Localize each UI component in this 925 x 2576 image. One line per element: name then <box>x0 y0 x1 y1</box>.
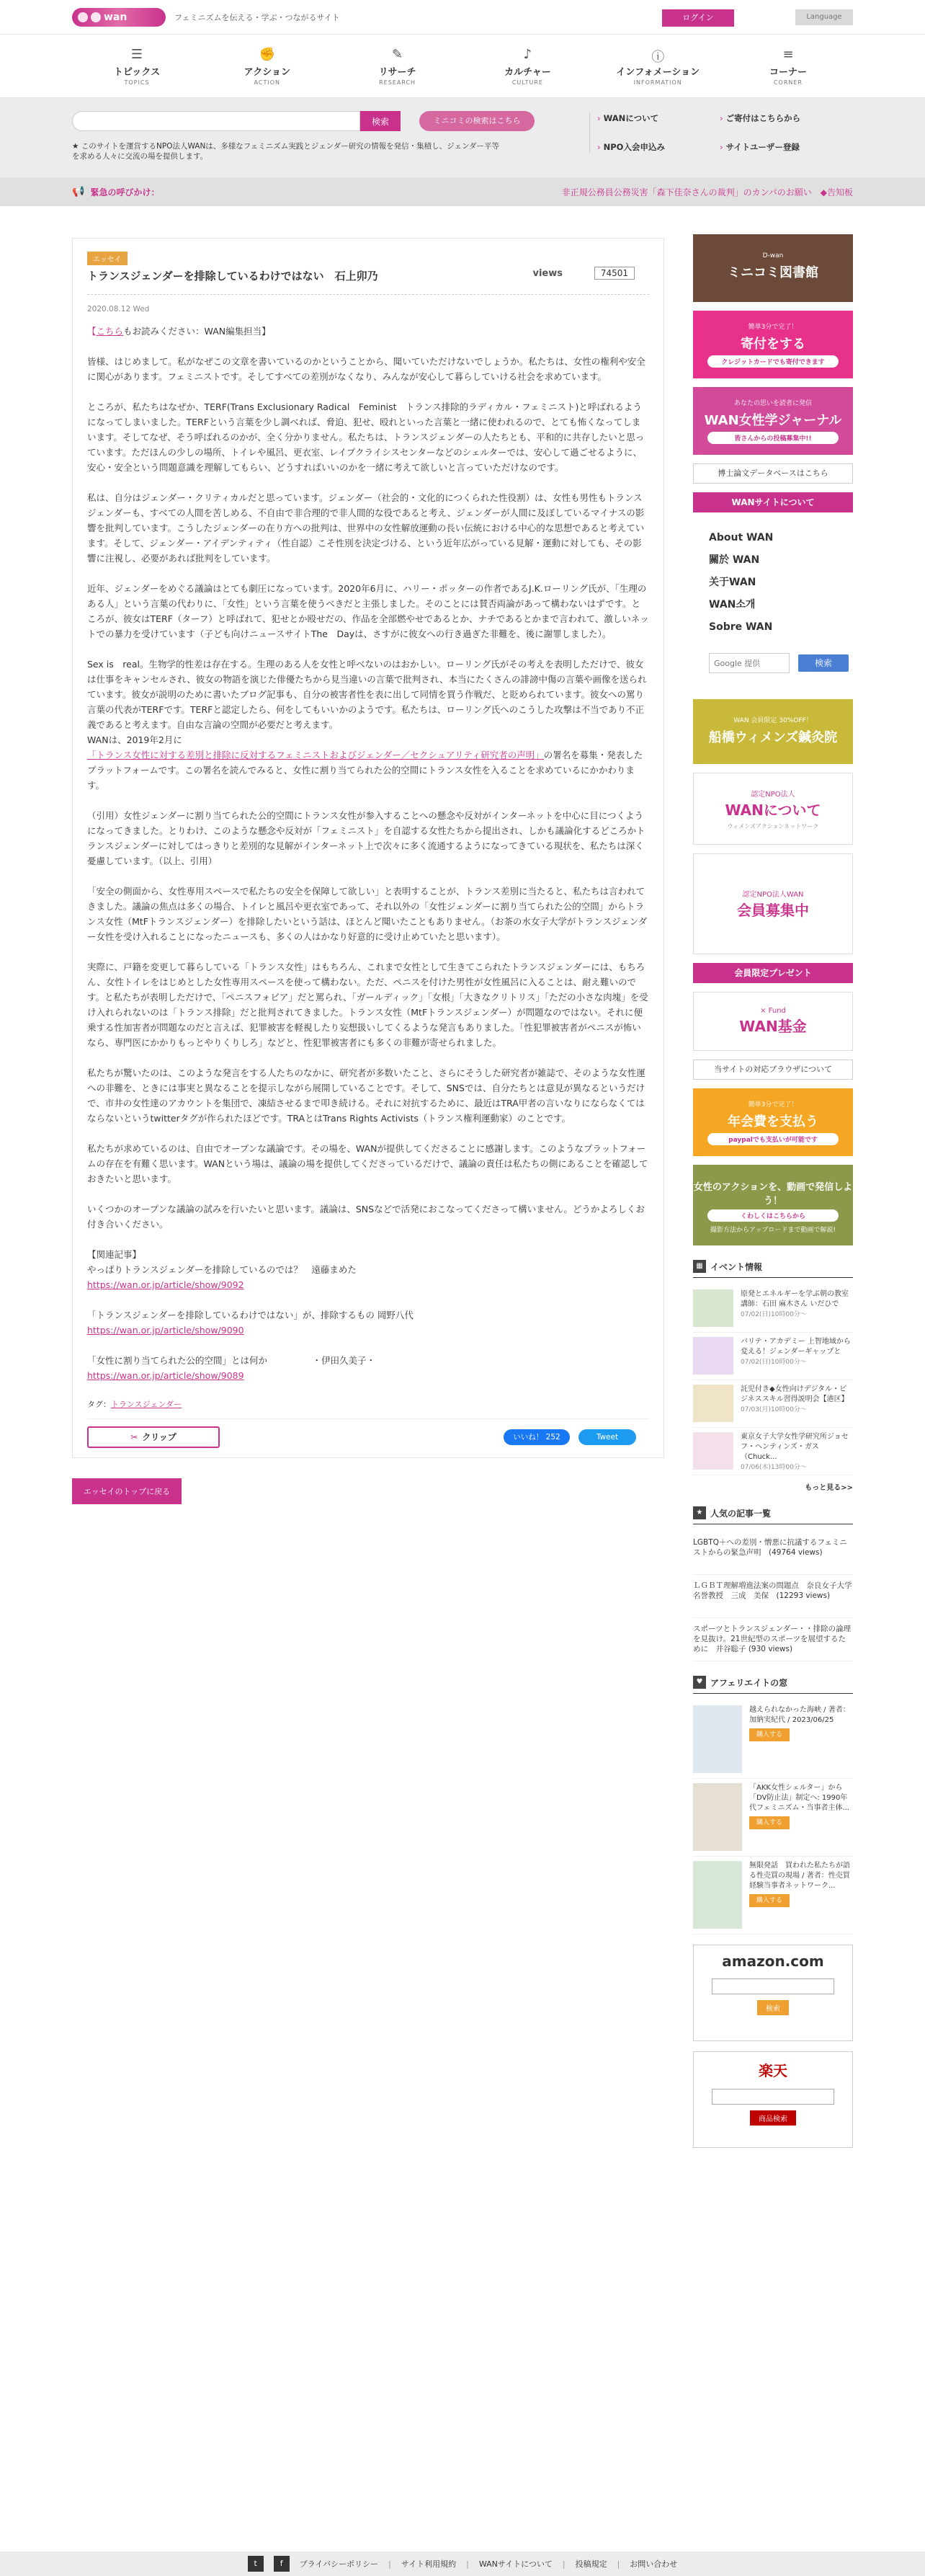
acupuncture-ad[interactable]: WAN 会員限定 30%OFF！ 船橋ウィメンズ鍼灸院 <box>693 699 853 764</box>
event-item[interactable]: 東京女子大学女性学研究所ジョセフ・ヘンティンズ・ガス（Chuck... 07/06(木)13時00分〜 <box>693 1428 853 1475</box>
facebook-like-button[interactable]: いいね！ 252 <box>504 1429 570 1445</box>
member-recruit-card[interactable]: 認定NPO法人WAN 会員募集中 <box>693 853 853 954</box>
nav-label: リサーチ <box>378 66 416 78</box>
topics-icon: ☰ <box>130 46 143 62</box>
book-cover <box>693 1783 742 1851</box>
notice-link[interactable]: 非正規公務員公務災害「森下佳奈さんの裁判」のカンパのお願い ◆告知板 <box>561 187 853 197</box>
login-button[interactable]: ログイン <box>662 9 734 27</box>
footer-link-contact[interactable]: お問い合わせ <box>630 2559 678 2569</box>
link-user-register[interactable]: › サイトユーザー登録 <box>720 142 800 152</box>
npo-about-card[interactable]: 認定NPO法人 WANについて ウィメンズアクションネットワーク <box>693 773 853 845</box>
link-donate[interactable]: › ご寄付はこちらから <box>720 113 801 123</box>
culture-icon: ♪ <box>523 46 532 62</box>
tag-line: タグ：トランスジェンダー <box>87 1400 182 1409</box>
paragraph: Sex is real。生物学的性差は存在する。生理のある人を女性と呼べないのはおかしい。ローリング氏がその考えを表明しただけで、彼女は仕事をキャンセルされ、彼女の物語を演じた俳優たちから見当違いの言葉で批判され、本当にたくさんの誹謗中傷の言葉や画像を送られています。彼女が説明のために書いたブログ記事も、自分の被害者性を表に出して同情を買う作戦だ、と貶められています。彼女への罵り言葉の代表がTERFです。TERFと認定したら、何をしてもいいかのようです。私たちは、ローリング氏へのこうした攻撃は不当であり不正義であると考えます。自由な言論の空間が必要だと考えます。 WANは、2019年2月に 「トランス女性に対する差別と排除に反対するフェミニストおよびジェンダー／セクシュアリティ研究者の声明」の署名を募集・発表したプラットフォームです。この署名を読んでみると、女性に割り当てられた公的空間にトランス女性を入ることを求めているにかかわります。 <box>87 659 647 791</box>
paragraph: いくつかのオープンな議論の試みを行いたいと思います。議論は、SNSなどで活発におこなってくださって構いません。どうかよろしくお付き合いください。 <box>87 1204 645 1230</box>
event-item[interactable]: バリテ・アカデミー 上智地域から変える！ジェンダーギャップと 07/02(日)10時00分〜 <box>693 1333 853 1380</box>
category-badge[interactable]: エッセイ <box>87 252 128 265</box>
chevron-right-icon: › <box>597 142 601 152</box>
views-label: views <box>532 268 563 279</box>
event-thumbnail <box>693 1289 733 1327</box>
thesis-database-link[interactable]: 博士論文データベースはこちら <box>693 463 853 484</box>
google-search-input[interactable] <box>709 653 790 673</box>
buy-button[interactable]: 購入する <box>749 1816 790 1829</box>
lang-link[interactable]: Sobre WAN <box>709 621 773 633</box>
chevron-right-icon: › <box>720 113 723 123</box>
site-tagline: フェミニズムを伝える・学ぶ・つながるサイト <box>174 12 340 22</box>
nav-label: トピックス <box>113 66 161 78</box>
paragraph: 皆様、はじめまして。私がなぜこの文章を書いているのかということから、聞いていただけないでしょうか。私たちは、女性の権利や安全に関心があります。フェミニストです。そしてすべての差別がなくなり、みんなが安心して暮らしていける社会を求めています。 <box>87 356 645 382</box>
quick-links <box>589 112 853 153</box>
nav-sublabel: ACTION <box>254 79 281 86</box>
article-title: トランスジェンダーを排除しているわけではない 石上卯乃 <box>87 270 378 283</box>
popular-article-link[interactable]: LGBTQ＋への差別・憎悪に抗議するフェミニストからの緊急声明 (49764 views) <box>693 1532 853 1575</box>
related-articles: 【関連記事】 やっぱりトランスジェンダーを排除しているのでは？ 遠藤まめた https://wan.or.jp/article/show/9092 「トランスジェンダーを排除しているわけではない」が、排除するもの 岡野八代 https://wan.or.jp/article/show/9090 「女性に割り当てられた公的空間」とは何か ・伊田久美子・ https://wan.or.jp/article/show/9089 <box>87 1249 414 1381</box>
amazon-logo: amazon.com <box>722 1953 824 1970</box>
footer-link-privacy[interactable]: プライバシーポリシー <box>299 2559 379 2569</box>
information-icon: ⓘ <box>651 49 665 65</box>
affiliate-item[interactable]: 無限発話 買われた私たちが語る性売買の現場 / 著者：性売買経験当事者ネットワーク... 購入する <box>693 1857 853 1935</box>
search-button[interactable]: 検索 <box>360 111 401 131</box>
nav-information[interactable] <box>593 47 723 86</box>
donate-banner[interactable]: 簡単3分で完了！ 寄付をする クレジットカードでも寄付できます <box>693 311 853 378</box>
minikomi-search-button[interactable]: ミニコミの検索はこちら <box>419 111 535 131</box>
lang-link[interactable]: 關於 WAN <box>709 554 760 566</box>
main-content <box>72 238 664 1504</box>
footer: t f プライバシーポリシー | サイト利用規約 | WANサイトについて | 投稿規定 | お問い合わせ <box>0 2551 925 2576</box>
sidebar <box>693 234 853 2148</box>
nav-culture[interactable] <box>463 47 592 86</box>
statement-link[interactable]: 「トランス女性に対する差別と排除に反対するフェミニストおよびジェンダー／セクシュアリティ研究者の声明」 <box>87 750 544 760</box>
star-icon: ★ <box>693 1506 706 1519</box>
tweet-button[interactable]: Tweet <box>578 1429 636 1445</box>
nav-sublabel: INFORMATION <box>633 79 682 86</box>
amazon-search-input[interactable] <box>712 1978 834 1994</box>
footer-link-about[interactable]: WANサイトについて <box>478 2559 553 2569</box>
link-about-wan[interactable]: › WANについて <box>597 113 659 123</box>
article-body <box>87 324 649 1383</box>
chevron-right-icon: › <box>597 113 601 123</box>
main-nav <box>0 35 925 98</box>
paragraph: 私は、自分はジェンダー・クリティカルだと思っています。ジェンダー（社会的・文化的につくられた性役割）は、女性も男性もトランスジェンダーも、すべての人間を苦しめる、不自由で非合理的で非人間的な役であると考え、ジェンダーが人間に及ぼしているマイナスの影響を批判しています。こうしたジェンダーの在り方への批判は、世界中の女性解放運動の長い伝統における中心的な思想であると考えています。そして、ジェンダー・アイデンティティ（性自認）こそ性別を決定づける、という近年広がっている見解・運動に対しても、その影響に注視し、必要があれば批判をしています。 <box>87 492 645 564</box>
nav-sublabel: RESEARCH <box>379 79 416 86</box>
action-icon: ✊ <box>259 46 275 62</box>
paragraph: 私たちが驚いたのは、このような発言をする人たちのなかに、研究者が多数いたこと、さらにそうした研究者が雑誌で、そのような女性運への非難を、ときには事実と異なることを提示しながら展開していることです。そして、SNSでは、自分たちとは意見が異なるというだけで、市井の女性達のアカウントを集団で、凍結させるまで叩き続ける。それに対抗するために、最近はTRA甲者の言いなりにならなくてはならないというtwitterタグが作られたほどです。TRAとはTrans Rights Activists（トランス権利運動家）のことです。 <box>87 1067 645 1124</box>
article-date: 2020.08.12 Wed <box>87 305 150 314</box>
language-list <box>693 527 853 639</box>
site-search-input[interactable] <box>72 111 360 131</box>
logo-text: wan <box>104 11 128 23</box>
paragraph: ところが、私たちはなぜか、TERF(Trans Exclusionary Radical Feminist トランス排除的ラディカル・フェミニスト)と呼ばれるようになってしまいました。TERFという言葉を少し調べれば、脅迫、犯せ、殴れといった言葉と一緒に使われるので、とても怖くなってしまいます。そしてなぜ、そう呼ばれるのかが、全く分かりません。私たちは、トランスジェンダーの人たちとも、平和的に共存したいと思っています。ただほんの少しの場所、トイレや風呂、更衣室、レイプクライシスセンターなどのシェルターでは、安心して過ごせるように、安心・安全という問題意識を理解してもらい、どうすればいいのかを一緒に考えて欲しいと言っていただけなのです。 <box>87 401 645 473</box>
affiliate-item[interactable]: 「AKK女性シェルター」から「DV防止法」制定へ: 1990年代フェミニズム・当事者主体... 購入する <box>693 1779 853 1857</box>
heart-icon: ♥ <box>693 1676 706 1689</box>
event-item[interactable]: 原発とエネルギーを学ぶ朝の教室 講師：石田 麻木さん いだひで 07/02(日)10時00分〜 <box>693 1285 853 1333</box>
lang-link[interactable]: About WAN <box>709 532 774 543</box>
buy-button[interactable]: 購入する <box>749 1728 790 1741</box>
link-npo-join[interactable]: › NPO入会申込み <box>597 142 665 152</box>
corner-icon: ≡ <box>782 46 794 62</box>
google-search <box>693 653 853 673</box>
event-thumbnail <box>693 1432 733 1470</box>
paragraph: 近年、ジェンダーをめぐる議論はとても劇圧になっています。2020年6月に、ハリー・ポッターの作者であるJ.K.ローリング氏が、「生理のある人」という言葉の代わりに、「女性」という言葉を使うべきだと主張しました。そのことには賛否両論があって構わないはずです。ところが、彼女はTERF（ターフ）と呼ばれて、犯せとか殴せだの、作品を全部燃やせであるとか、ナチであるとかまで言われて、激しいネットでの暴力を受けています（子ども向けニュースサイトThe Dayは、さすがに彼女への行き過ぎた非難を、後に謝罪しました）。 <box>87 583 649 639</box>
browser-support-link[interactable]: 当サイトの対応ブラウザについて <box>693 1060 853 1080</box>
footer-link-posting-rules[interactable]: 投稿規定 <box>575 2559 607 2569</box>
chevron-right-icon: › <box>720 142 723 152</box>
top-bar <box>0 0 925 35</box>
paragraph: 実際に、戸籍を変更して暮らしている「トランス女性」はもちろん、これまで女性として生きてこられたトランスジェンダーには、もちろん、女性トイレをはじめとした女性専用スペースを使って構わない。ただ、ペニスを付けた男性が女性風呂に入ることは、耐え難いのです。と私たちが表明しただけで、「ペニスフォビア」だと罵られ、「ガールディック」「女根」「大きなクリトリス」「ただの小さな肉塊」を受け入れられないのは「トランス排除」だと批判されてきました。トランス女性（MtFトランスジェンダー）が問題なのではない。それに便乗する性加害者が問題なのだと言えば、犯罪被害を軽視したり妄想扱いしてくるような発言もありました。「性犯罪被害者がペニスが怖いなら、専門医にかかりもっとやりくりしろ」などと、性犯罪被害者にも多くの非難が寄せられました。 <box>87 961 648 1048</box>
article <box>72 238 664 1458</box>
views-count: 74501 <box>594 267 635 280</box>
article-actions <box>87 1418 649 1443</box>
rakuten-search-input[interactable] <box>712 2089 834 2105</box>
popular-article-link[interactable]: ＬＧＢＴ理解増進法案の問題点 奈良女子大学名誉教授 三成 美保 (12293 views) <box>693 1575 853 1618</box>
nav-sublabel: CULTURE <box>511 79 543 86</box>
nav-sublabel: CORNER <box>773 79 803 86</box>
google-search-button[interactable]: 検索 <box>798 654 849 672</box>
back-to-essays-button[interactable]: エッセイのトップに戻る <box>72 1478 182 1504</box>
event-thumbnail <box>693 1385 733 1422</box>
logo-dot-icon <box>91 12 101 22</box>
tag-link[interactable]: トランスジェンダー <box>111 1400 182 1409</box>
book-cover <box>693 1861 742 1929</box>
buy-button[interactable]: 購入する <box>749 1894 790 1907</box>
journal-banner[interactable]: あなたの思いを読者に発信 WAN女性学ジャーナル 皆さんからの投稿募集中!! <box>693 387 853 455</box>
nav-label: インフォメーション <box>616 66 700 78</box>
lang-link[interactable]: WAN소개 <box>709 599 756 610</box>
twitter-icon[interactable]: t <box>248 2556 264 2572</box>
nav-label: アクション <box>243 66 290 78</box>
nav-corner[interactable] <box>723 47 853 86</box>
calendar-icon: ▦ <box>693 1260 706 1273</box>
divider <box>87 294 649 295</box>
paragraph: （引用）女性ジェンダーに割り当てられた公的空間にトランス女性が参入することへの懸念や反対がインターネットを中心に目につくようになってきました。とりわけ、このような懸念や反対が「フェミニスト」を自認する女性たちから提出され、しかも議論化するどころかトランスジェンダーに対してはっきりと差別的な見解がインターネット上で次々に多く流通するようになってきている現状を、私たちは深く憂慮しています。（以上、引用） <box>87 810 645 866</box>
nav-sublabel: TOPICS <box>124 79 150 86</box>
research-icon: ✎ <box>392 46 403 62</box>
event-thumbnail <box>693 1337 733 1374</box>
rakuten-search-box <box>693 2051 853 2148</box>
wan-site-heading: WANサイトについて <box>693 492 853 512</box>
paragraph: 私たちが求めているのは、自由でオープンな議論です。その場を、WANが提供してくださることに感謝します。このようなプラットフォームの存在を有難く思います。WANという場は、議論の場を提供してくださっているだけで、議論の責任は私たちの側にあることを確認しておきたいと思います。 <box>87 1143 648 1184</box>
language-button[interactable]: Language <box>795 9 853 25</box>
related-link[interactable]: https://wan.or.jp/article/show/9089 <box>87 1370 244 1381</box>
search-band <box>0 98 925 177</box>
member-present-heading[interactable]: 会員限定プレゼント <box>693 963 853 983</box>
paragraph: 「安全の側面から、女性専用スペースで私たちの安全を保障して欲しい」と表明することが、トランス差別に当たると、私たちは言われてきました。議論の焦点は多くの場合、トイレと風呂や更衣室であって、それ以外の「女性ジェンダーに割り当てられた公的空間」からトランス女性（MtFトランスジェンダー）を排除したいという話は、ほとんど聞いたこともありません。（お茶の水女子大学がトランスジェンダー女性を受け入れることになったニュースも、多くの人はかなり好意的に受け止めていたと思います）。 <box>87 886 648 942</box>
amazon-search-button[interactable]: 検索 <box>757 2000 789 2015</box>
editor-notice: 【こちらもお読みください：WAN編集担当】 <box>87 326 271 337</box>
footer-link-terms[interactable]: サイト利用規約 <box>401 2559 457 2569</box>
popular-heading: ★ 人気の記事一覧 <box>693 1506 853 1524</box>
affiliate-heading: ♥ アフェリエイトの窓 <box>693 1676 853 1694</box>
event-item[interactable]: 託児付き◆女性向けデジタル・ビジネススキル習得説明会【港区】 07/03(月)10時00分〜 <box>693 1380 853 1428</box>
megaphone-icon: 📢 <box>72 186 85 197</box>
events-heading: ▦ イベント情報 <box>693 1260 853 1278</box>
rakuten-logo: 楽天 <box>759 2062 787 2079</box>
clip-button[interactable]: ✂ クリップ <box>87 1426 220 1448</box>
notice-label: 緊急の呼びかけ： <box>90 187 160 197</box>
nav-label: コーナー <box>769 66 807 78</box>
nav-research[interactable] <box>333 47 463 86</box>
events-more-link[interactable]: もっと見る>> <box>805 1484 853 1492</box>
wan-fund-card[interactable]: × Fund WAN基金 <box>693 992 853 1051</box>
clip-icon: ✂ <box>130 1432 138 1442</box>
wan-logo[interactable] <box>72 8 166 27</box>
emergency-notice <box>0 177 925 206</box>
amazon-search-box <box>693 1945 853 2041</box>
popular-article-link[interactable]: スポーツとトランスジェンダー・・排除の論理を見抜け。21世紀型のスポーツを展望するために 井谷聡子 (930 views) <box>693 1618 853 1661</box>
rakuten-search-button[interactable]: 商品検索 <box>750 2110 796 2126</box>
nav-topics[interactable] <box>72 47 202 86</box>
nav-action[interactable] <box>202 47 332 86</box>
editor-notice-link[interactable]: こちら <box>96 326 124 337</box>
facebook-icon[interactable]: f <box>274 2556 290 2572</box>
site-description: ★ このサイトを運営するNPO法人WANは、多様なフェミニズム実践とジェンダー研究の情報を発信・集積し、ジェンダー平等を求める人々に交流の場を提供します。 <box>72 142 500 161</box>
related-link[interactable]: https://wan.or.jp/article/show/9092 <box>87 1279 244 1290</box>
lang-link[interactable]: 关于WAN <box>709 577 756 588</box>
pay-fee-banner[interactable]: 簡単3分で完了！ 年会費を支払う paypalでも支払いが可能です <box>693 1088 853 1156</box>
minikomi-library-banner[interactable]: D-wan ミニコミ図書館 <box>693 234 853 302</box>
logo-dot-icon <box>78 12 88 22</box>
related-link[interactable]: https://wan.or.jp/article/show/9090 <box>87 1325 244 1336</box>
book-cover <box>693 1705 742 1773</box>
affiliate-item[interactable]: 越えられなかった海峡 / 著者：加納実紀代 / 2023/06/25 購入する <box>693 1701 853 1779</box>
nav-label: カルチャー <box>504 66 551 78</box>
video-upload-banner[interactable]: 女性のアクションを、動画で発信しよう！ くわしくはこちらから 撮影方法からアップロードまで動画で解説! <box>693 1165 853 1245</box>
